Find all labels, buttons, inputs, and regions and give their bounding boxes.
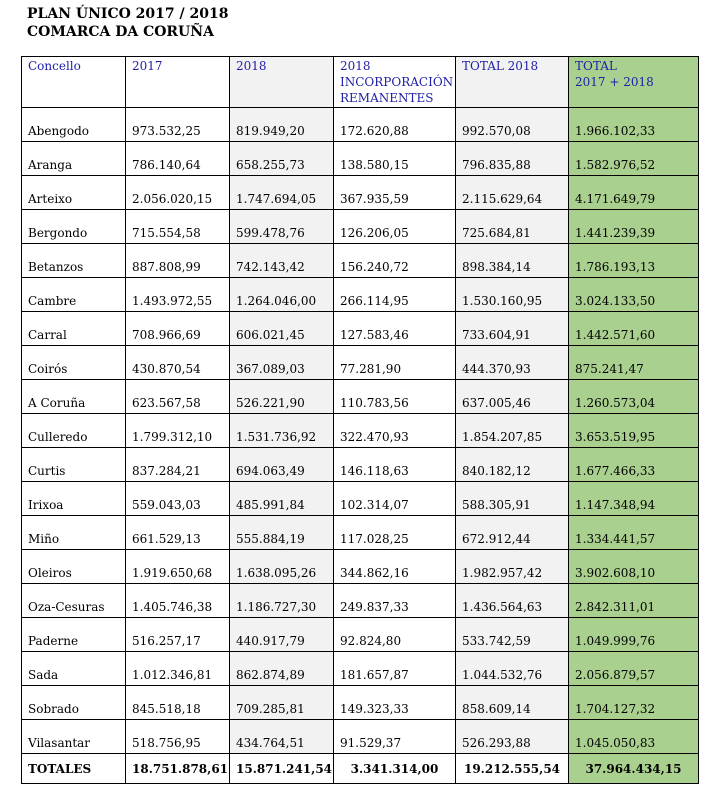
total-value-total-2017-2018: 37.964.434,15 — [569, 754, 699, 784]
cell-value-incorporacion: 266.114,95 — [334, 278, 456, 312]
table-row — [22, 550, 699, 584]
cell-value-incorporacion: 127.583,46 — [334, 312, 456, 346]
table-row — [22, 108, 699, 142]
totals-label: TOTALES — [22, 754, 126, 784]
cell-value-total-2018: 1.044.532,76 — [456, 652, 569, 686]
cell-value-2017: 518.756,95 — [126, 720, 230, 754]
header-cell-2018: 2018 — [230, 57, 334, 108]
cell-value-total-2017-2018: 1.260.573,04 — [569, 380, 699, 414]
cell-value-total-2018: 1.436.564,63 — [456, 584, 569, 618]
cell-value-2017: 2.056.020,15 — [126, 176, 230, 210]
cell-value-total-2018: 526.293,88 — [456, 720, 569, 754]
cell-value-total-2018: 858.609,14 — [456, 686, 569, 720]
cell-value-2018: 434.764,51 — [230, 720, 334, 754]
cell-value-total-2017-2018: 2.842.311,01 — [569, 584, 699, 618]
cell-value-2018: 862.874,89 — [230, 652, 334, 686]
cell-value-2017: 837.284,21 — [126, 448, 230, 482]
cell-value-2017: 708.966,69 — [126, 312, 230, 346]
cell-value-total-2017-2018: 1.966.102,33 — [569, 108, 699, 142]
cell-value-2018: 485.991,84 — [230, 482, 334, 516]
cell-value-2018: 1.638.095,26 — [230, 550, 334, 584]
cell-value-total-2017-2018: 3.024.133,50 — [569, 278, 699, 312]
cell-value-total-2017-2018: 3.902.608,10 — [569, 550, 699, 584]
cell-value-total-2018: 1.854.207,85 — [456, 414, 569, 448]
cell-concello: Abengodo — [22, 108, 126, 142]
cell-value-incorporacion: 156.240,72 — [334, 244, 456, 278]
cell-value-incorporacion: 172.620,88 — [334, 108, 456, 142]
table-row — [22, 346, 699, 380]
cell-value-total-2018: 444.370,93 — [456, 346, 569, 380]
cell-concello: Carral — [22, 312, 126, 346]
cell-value-total-2018: 1.982.957,42 — [456, 550, 569, 584]
table-row — [22, 176, 699, 210]
cell-value-total-2017-2018: 1.334.441,57 — [569, 516, 699, 550]
cell-value-2017: 430.870,54 — [126, 346, 230, 380]
total-value-2018: 15.871.241,54 — [230, 754, 334, 784]
header-cell-2017: 2017 — [126, 57, 230, 108]
table-row — [22, 312, 699, 346]
cell-value-incorporacion: 149.323,33 — [334, 686, 456, 720]
cell-value-2017: 516.257,17 — [126, 618, 230, 652]
totals-row — [22, 754, 699, 784]
cell-value-2017: 661.529,13 — [126, 516, 230, 550]
header-cell-concello: Concello — [22, 57, 126, 108]
cell-value-2018: 440.917,79 — [230, 618, 334, 652]
total-value-incorporacion: 3.341.314,00 — [334, 754, 456, 784]
cell-value-total-2018: 992.570,08 — [456, 108, 569, 142]
cell-value-2017: 1.405.746,38 — [126, 584, 230, 618]
cell-value-incorporacion: 126.206,05 — [334, 210, 456, 244]
cell-concello: Vilasantar — [22, 720, 126, 754]
cell-concello: Culleredo — [22, 414, 126, 448]
budget-table — [21, 56, 699, 784]
cell-value-total-2018: 733.604,91 — [456, 312, 569, 346]
cell-value-incorporacion: 146.118,63 — [334, 448, 456, 482]
cell-value-2017: 973.532,25 — [126, 108, 230, 142]
cell-concello: Curtis — [22, 448, 126, 482]
cell-value-incorporacion: 181.657,87 — [334, 652, 456, 686]
table-row — [22, 380, 699, 414]
cell-value-total-2018: 796.835,88 — [456, 142, 569, 176]
cell-concello: Oza-Cesuras — [22, 584, 126, 618]
cell-value-total-2017-2018: 4.171.649,79 — [569, 176, 699, 210]
table-row — [22, 516, 699, 550]
cell-concello: Miño — [22, 516, 126, 550]
document-title — [27, 5, 228, 41]
cell-value-2017: 715.554,58 — [126, 210, 230, 244]
cell-value-2017: 559.043,03 — [126, 482, 230, 516]
cell-value-2018: 694.063,49 — [230, 448, 334, 482]
cell-value-2017: 1.919.650,68 — [126, 550, 230, 584]
cell-value-incorporacion: 249.837,33 — [334, 584, 456, 618]
cell-value-2017: 623.567,58 — [126, 380, 230, 414]
cell-value-total-2018: 2.115.629,64 — [456, 176, 569, 210]
table-row — [22, 618, 699, 652]
total-value-total-2018: 19.212.555,54 — [456, 754, 569, 784]
cell-value-total-2018: 898.384,14 — [456, 244, 569, 278]
table-row — [22, 448, 699, 482]
cell-value-incorporacion: 138.580,15 — [334, 142, 456, 176]
cell-value-2018: 1.186.727,30 — [230, 584, 334, 618]
cell-value-total-2018: 672.912,44 — [456, 516, 569, 550]
header-row — [22, 57, 699, 108]
cell-value-incorporacion: 367.935,59 — [334, 176, 456, 210]
cell-value-incorporacion: 344.862,16 — [334, 550, 456, 584]
cell-value-2018: 742.143,42 — [230, 244, 334, 278]
cell-value-total-2017-2018: 1.442.571,60 — [569, 312, 699, 346]
cell-value-total-2018: 725.684,81 — [456, 210, 569, 244]
cell-concello: Betanzos — [22, 244, 126, 278]
title-line-1: PLAN ÚNICO 2017 / 2018 — [27, 6, 229, 22]
cell-value-2018: 606.021,45 — [230, 312, 334, 346]
cell-value-total-2017-2018: 1.786.193,13 — [569, 244, 699, 278]
cell-value-incorporacion: 91.529,37 — [334, 720, 456, 754]
title-line-2: COMARCA DA CORUÑA — [27, 24, 214, 40]
cell-concello: Bergondo — [22, 210, 126, 244]
cell-value-total-2017-2018: 1.582.976,52 — [569, 142, 699, 176]
cell-value-total-2018: 533.742,59 — [456, 618, 569, 652]
cell-value-2017: 1.493.972,55 — [126, 278, 230, 312]
cell-value-2018: 658.255,73 — [230, 142, 334, 176]
header-incorporacion-text: 2018 INCORPORACIÓN REMANENTES — [340, 59, 454, 105]
cell-value-total-2017-2018: 1.147.348,94 — [569, 482, 699, 516]
cell-value-incorporacion: 92.824,80 — [334, 618, 456, 652]
cell-concello: Sada — [22, 652, 126, 686]
cell-value-incorporacion: 322.470,93 — [334, 414, 456, 448]
cell-value-total-2017-2018: 1.045.050,83 — [569, 720, 699, 754]
cell-value-total-2017-2018: 1.049.999,76 — [569, 618, 699, 652]
cell-value-total-2017-2018: 1.704.127,32 — [569, 686, 699, 720]
table-row — [22, 414, 699, 448]
cell-value-total-2018: 840.182,12 — [456, 448, 569, 482]
cell-concello: Sobrado — [22, 686, 126, 720]
cell-concello: A Coruña — [22, 380, 126, 414]
cell-value-2018: 555.884,19 — [230, 516, 334, 550]
cell-concello: Arteixo — [22, 176, 126, 210]
cell-value-2017: 1.799.312,10 — [126, 414, 230, 448]
cell-value-total-2017-2018: 875.241,47 — [569, 346, 699, 380]
cell-value-2018: 526.221,90 — [230, 380, 334, 414]
cell-value-2018: 1.747.694,05 — [230, 176, 334, 210]
cell-value-2018: 709.285,81 — [230, 686, 334, 720]
cell-value-total-2018: 637.005,46 — [456, 380, 569, 414]
cell-value-2018: 819.949,20 — [230, 108, 334, 142]
table-row — [22, 142, 699, 176]
table-row — [22, 244, 699, 278]
cell-value-2018: 1.264.046,00 — [230, 278, 334, 312]
cell-value-incorporacion: 110.783,56 — [334, 380, 456, 414]
table-row — [22, 720, 699, 754]
total-value-2017: 18.751.878,61 — [126, 754, 230, 784]
table-row — [22, 278, 699, 312]
table-row — [22, 482, 699, 516]
cell-value-total-2017-2018: 1.677.466,33 — [569, 448, 699, 482]
cell-concello: Coirós — [22, 346, 126, 380]
header-cell-total-2017-2018 — [569, 57, 699, 108]
cell-value-2017: 845.518,18 — [126, 686, 230, 720]
cell-value-total-2018: 1.530.160,95 — [456, 278, 569, 312]
cell-value-2018: 367.089,03 — [230, 346, 334, 380]
cell-value-total-2017-2018: 3.653.519,95 — [569, 414, 699, 448]
cell-value-total-2017-2018: 1.441.239,39 — [569, 210, 699, 244]
header-total-text: TOTAL 2017 + 2018 — [575, 59, 654, 89]
cell-value-2017: 887.808,99 — [126, 244, 230, 278]
cell-concello: Cambre — [22, 278, 126, 312]
cell-value-incorporacion: 77.281,90 — [334, 346, 456, 380]
table-row — [22, 584, 699, 618]
cell-value-2017: 1.012.346,81 — [126, 652, 230, 686]
table-row — [22, 686, 699, 720]
header-cell-incorporacion — [334, 57, 456, 108]
cell-value-2018: 599.478,76 — [230, 210, 334, 244]
header-cell-total-2018: TOTAL 2018 — [456, 57, 569, 108]
table-row — [22, 210, 699, 244]
cell-concello: Oleiros — [22, 550, 126, 584]
cell-value-incorporacion: 102.314,07 — [334, 482, 456, 516]
table-row — [22, 652, 699, 686]
cell-value-total-2018: 588.305,91 — [456, 482, 569, 516]
cell-value-2017: 786.140,64 — [126, 142, 230, 176]
cell-concello: Paderne — [22, 618, 126, 652]
cell-concello: Aranga — [22, 142, 126, 176]
cell-value-2018: 1.531.736,92 — [230, 414, 334, 448]
cell-value-incorporacion: 117.028,25 — [334, 516, 456, 550]
cell-concello: Irixoa — [22, 482, 126, 516]
cell-value-total-2017-2018: 2.056.879,57 — [569, 652, 699, 686]
